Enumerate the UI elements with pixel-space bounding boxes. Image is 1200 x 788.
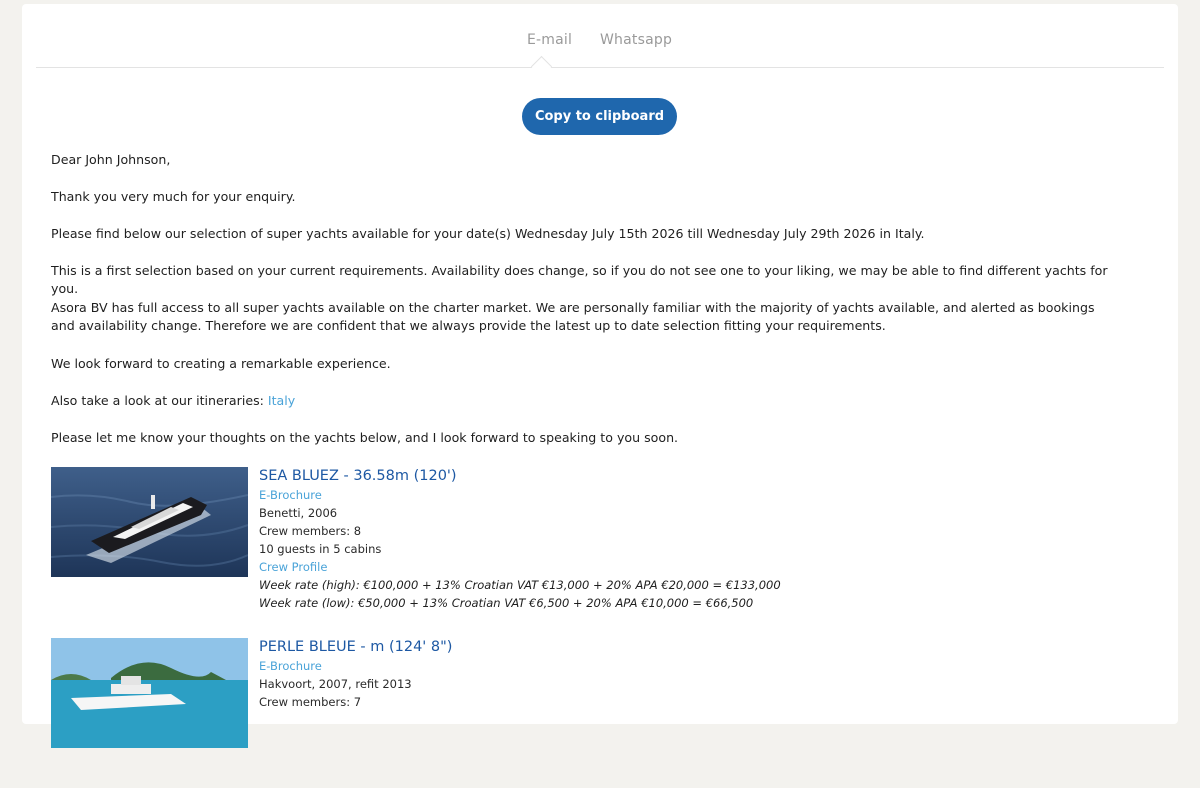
yacht-photo[interactable] <box>51 467 248 577</box>
yacht-builder: Benetti, 2006 <box>259 506 338 520</box>
e-brochure-link[interactable]: E-Brochure <box>259 488 322 502</box>
letter-paragraph-7: Please let me know your thoughts on the yachts below, and I look forward to speaking to you soon. <box>51 430 679 445</box>
yacht-card <box>51 467 1131 617</box>
letter-paragraph-4: Asora BV has full access to all super yachts available on the charter market. We are personally familiar with the majority of yachts available, and alerted as bookings and availability change. Therefore we are confident that we always provide the latest up to date selection fitting your requirements. <box>51 300 1095 333</box>
itinerary-link-italy[interactable]: Italy <box>267 393 296 408</box>
email-template-panel <box>22 4 1178 724</box>
yacht-card <box>51 638 1131 788</box>
e-brochure-link[interactable]: E-Brochure <box>259 659 322 673</box>
letter-paragraph-5: We look forward to creating a remarkable experience. <box>51 356 391 371</box>
yacht-details <box>259 467 1119 612</box>
letter-paragraph-1: Thank you very much for your enquiry. <box>51 189 296 204</box>
yacht-photo[interactable] <box>51 638 248 748</box>
yacht-title[interactable]: SEA BLUEZ - 36.58m (120') <box>259 468 457 484</box>
letter-greeting: Dear John Johnson, <box>51 152 171 167</box>
yacht-guests: 10 guests in 5 cabins <box>259 542 382 556</box>
itineraries-text: Also take a look at our itineraries: <box>51 393 268 408</box>
yacht-crew-count: Crew members: 7 <box>259 695 362 709</box>
tab-whatsapp[interactable]: Whatsapp <box>600 32 673 48</box>
yacht-details <box>259 638 1119 711</box>
channel-tabs <box>36 4 1164 68</box>
letter-paragraph-6 <box>51 392 1111 410</box>
copy-to-clipboard-button[interactable]: Copy to clipboard <box>522 98 677 135</box>
yacht-builder: Hakvoort, 2007, refit 2013 <box>259 677 412 691</box>
crew-profile-link[interactable]: Crew Profile <box>259 560 328 574</box>
active-tab-caret <box>531 56 552 77</box>
week-rate-low: Week rate (low): €50,000 + 13% Croatian VAT €6,500 + 20% APA €10,000 = €66,500 <box>259 596 754 610</box>
week-rate-high: Week rate (high): €100,000 + 13% Croatian VAT €13,000 + 20% APA €20,000 = €133,000 <box>259 578 781 592</box>
yacht-title[interactable]: PERLE BLEUE - m (124' 8") <box>259 639 453 655</box>
letter-paragraph-2: Please find below our selection of super yachts available for your date(s) Wednesday July 15th 2026 till Wednesday July 29th 2026 in Italy. <box>51 226 925 241</box>
letter-paragraph-3: This is a first selection based on your current requirements. Availability does change, so if you do not see one to your liking, we may be able to find different yachts for you. <box>51 263 1108 296</box>
yacht-crew-count: Crew members: 8 <box>259 524 362 538</box>
tab-email[interactable]: E-mail <box>527 32 573 48</box>
